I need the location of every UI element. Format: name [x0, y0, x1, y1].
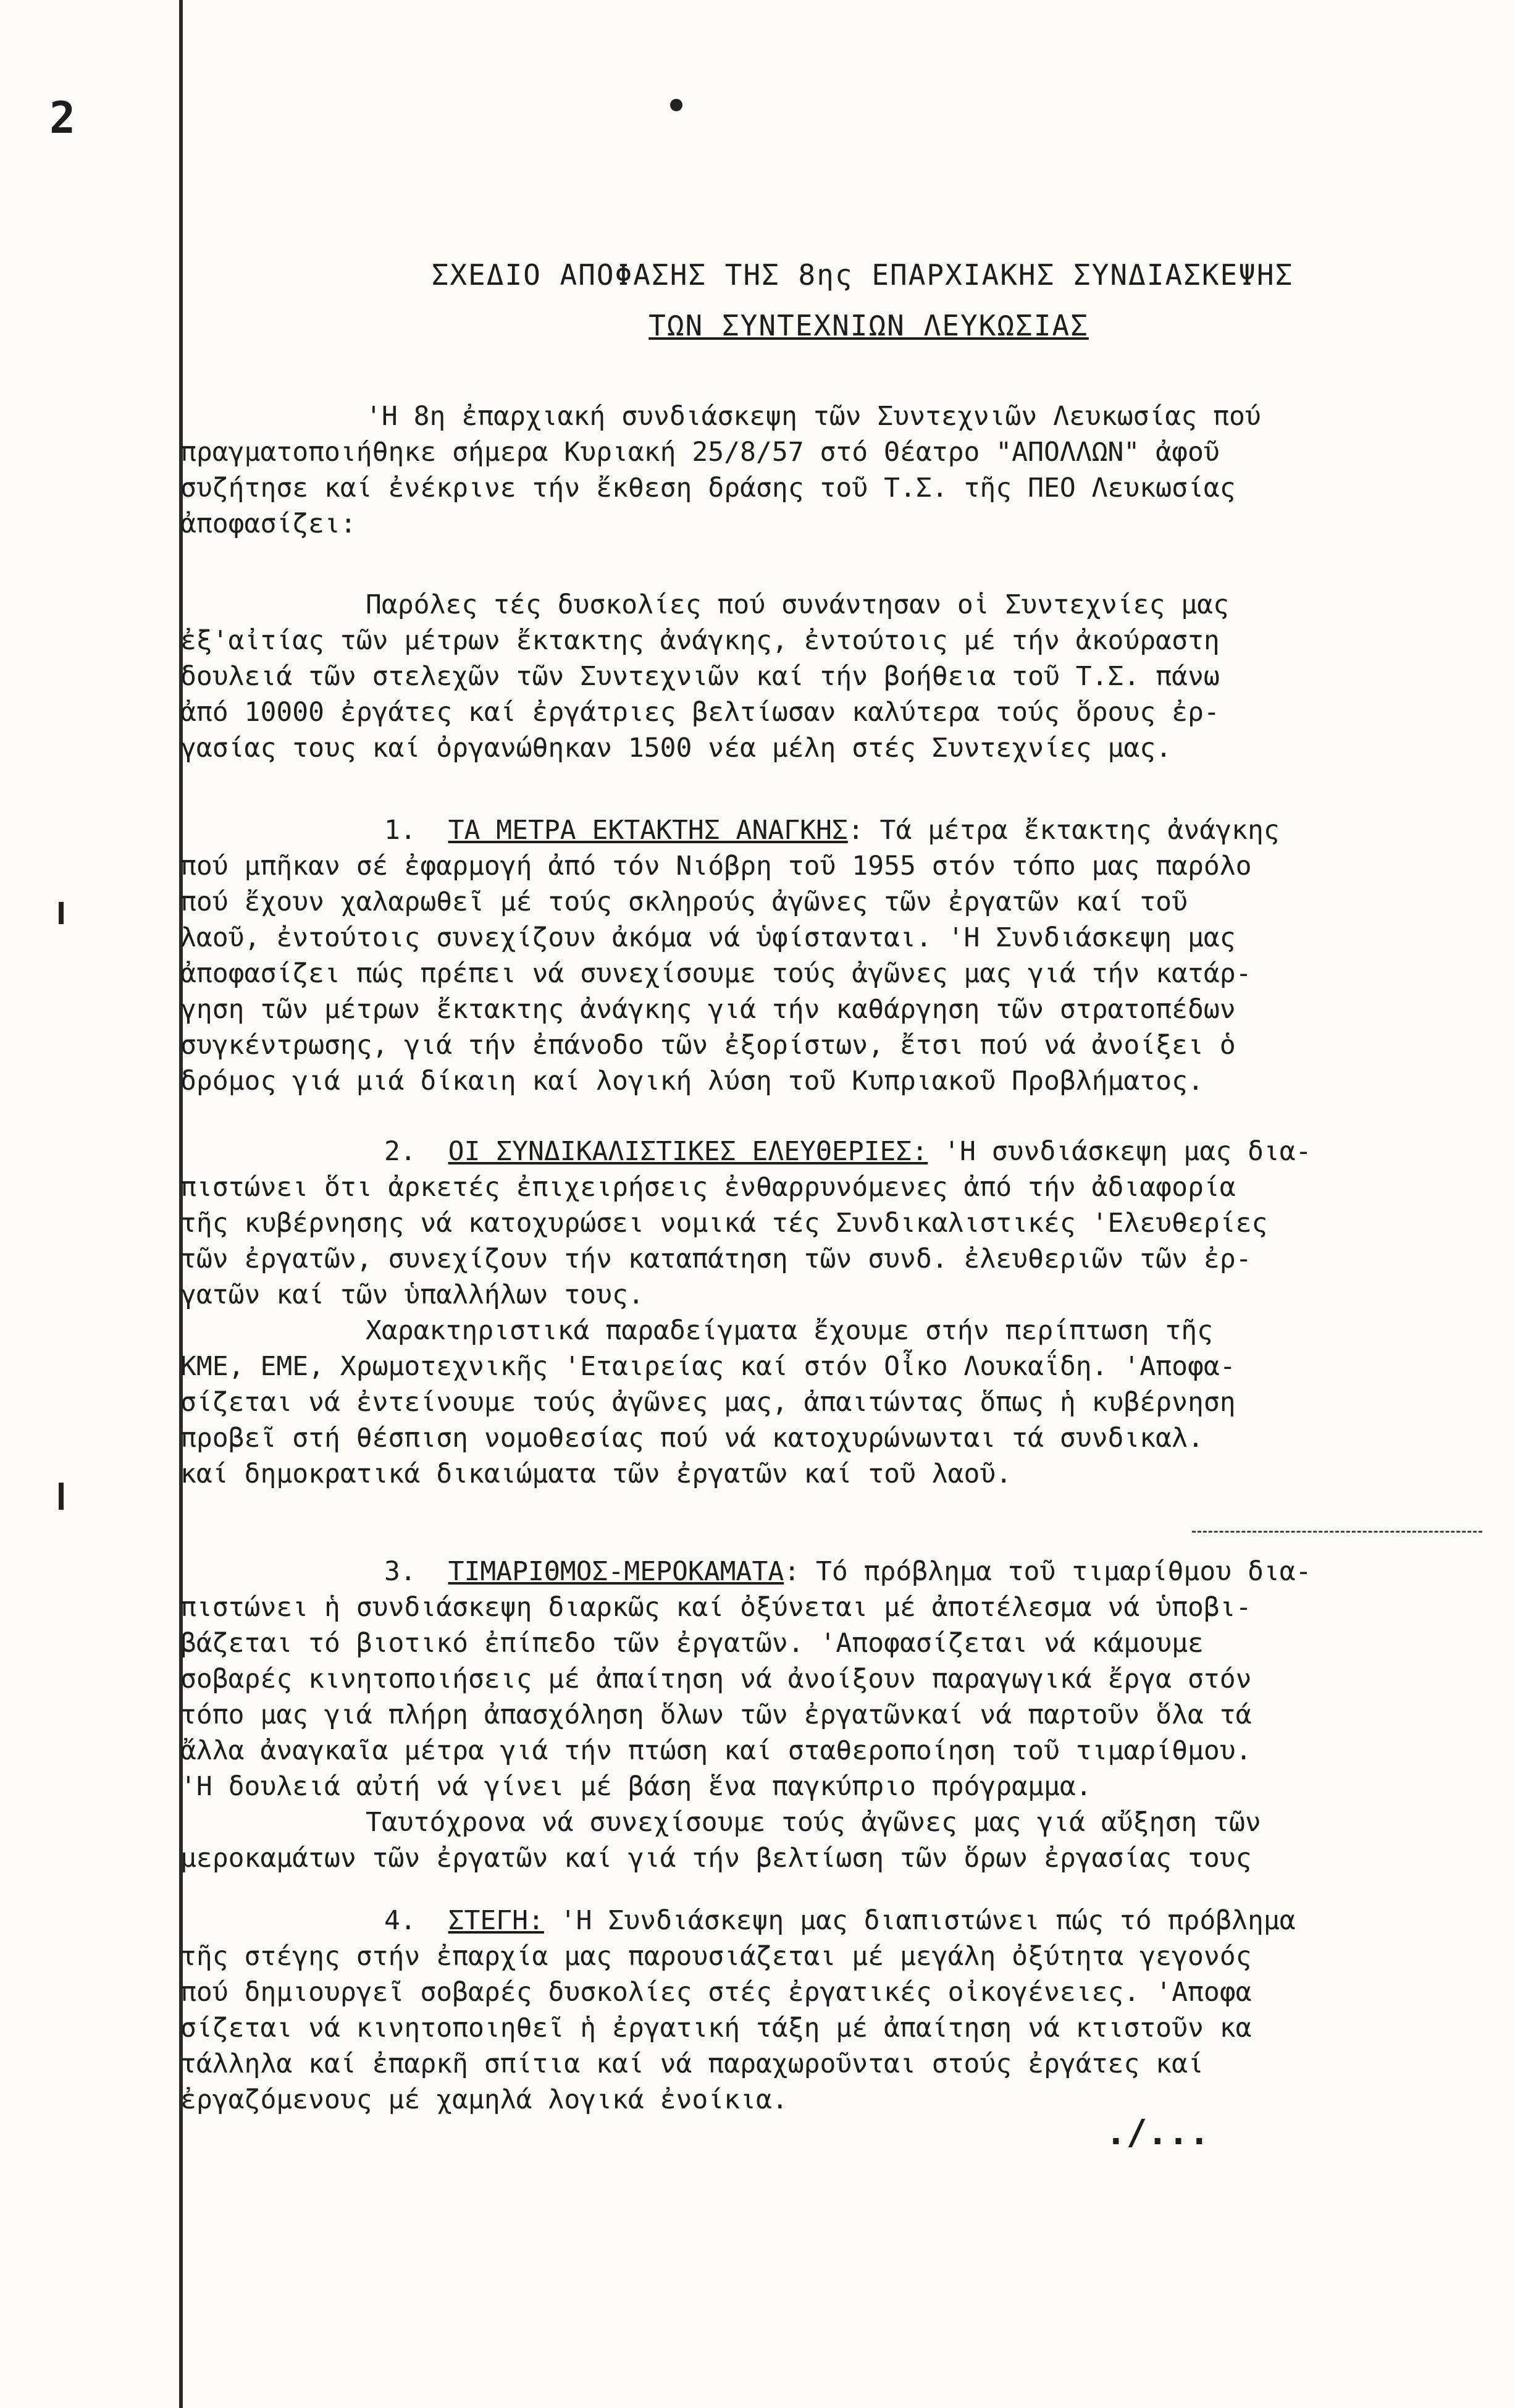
text-line: 'Η 8η ἐπαρχιακή συνδιάσκεψη τῶν Συντεχνιῶν Λευκωσίας πού: [366, 401, 1261, 432]
text-line: τόπο μας γιά πλήρη ἀπασχόληση ὅλων τῶν ἐργατῶνκαί νά παρτοῦν ὅλα τά: [180, 1699, 1252, 1730]
text-line: σίζεται νά ἐντείνουμε τούς ἀγῶνες μας, ἀπαιτώντας ὅπως ἡ κυβέρνηση: [180, 1387, 1236, 1418]
continuation-mark: ./...: [1106, 2113, 1210, 2153]
text-line: πού ἔχουν χαλαρωθεῖ μέ τούς σκληρούς ἀγῶνες τῶν ἐργατῶν καί τοῦ: [180, 886, 1188, 917]
text-line: ἐξ'αἰτίας τῶν μέτρων ἔκτακτης ἀνάγκης, ἐντούτοις μέ τήν ἀκούραστη: [180, 625, 1220, 656]
section-heading: ΤΑ ΜΕΤΡΑ ΕΚΤΑΚΤΗΣ ΑΝΑΓΚΗΣ: [448, 815, 848, 846]
text-line: : Τό πρόβλημα τοῦ τιμαρίθμου δια-: [784, 1556, 1312, 1587]
section-number: 3.: [384, 1556, 416, 1587]
text-line: ἀποφασίζει πώς πρέπει νά συνεχίσουμε τούς ἀγῶνες μας γιά τήν κατάρ-: [180, 958, 1252, 989]
text-line: τάλληλα καί ἐπαρκῆ σπίτια καί νά παραχωροῦνται στούς ἐργάτες καί: [180, 2048, 1204, 2079]
binding-mark: [59, 1483, 64, 1510]
text-line: ἀποφασίζει:: [180, 508, 356, 539]
text-line: δουλειά τῶν στελεχῶν τῶν Συντεχνιῶν καί τήν βοήθεια τοῦ Τ.Σ. πάνω: [180, 661, 1220, 692]
section-3: [180, 1554, 1484, 1876]
text-line: πιστώνει ἡ συνδιάσκεψη διαρκῶς καί ὀξύνεται μέ ἀποτέλεσμα νά ὑποβι-: [180, 1592, 1252, 1623]
text-line: ἀπό 10000 ἐργάτες καί ἐργάτριες βελτίωσαν καλύτερα τούς ὅρους ἐρ-: [180, 697, 1220, 728]
text-line: γηση τῶν μέτρων ἔκτακτης ἀνάγκης γιά τήν καθάργηση τῶν στρατοπέδων: [180, 994, 1236, 1025]
page-number: 2: [49, 93, 76, 143]
text-line: Χαρακτηριστικά παραδείγματα ἔχουμε στήν περίπτωση τῆς: [366, 1315, 1214, 1346]
intro-paragraph: [180, 398, 1484, 542]
section-number: 2.: [384, 1136, 416, 1167]
text-line: πραγματοποιήθηκε σήμερα Κυριακή 25/8/57 στό Θέατρο "ΑΠΟΛΛΩΝ" ἀφοῦ: [180, 437, 1220, 468]
section-4: [180, 1903, 1484, 2118]
text-line: : Τά μέτρα ἔκτακτης ἀνάγκης: [847, 815, 1280, 846]
title-line-1: ΣΧΕΔΙΟ ΑΠΟΦΑΣΗΣ ΤΗΣ 8ης ΕΠΑΡΧΙΑΚΗΣ ΣΥΝΔΙΑΣΚΕΨΗΣ: [431, 258, 1294, 292]
section-heading: ΣΤΕΓΗ:: [448, 1905, 544, 1936]
dashed-separator: [1192, 1531, 1482, 1533]
text-line: ἐργαζόμενους μέ χαμηλά λογικά ἐνοίκια.: [180, 2084, 788, 2115]
preamble-paragraph: [180, 587, 1484, 766]
binding-mark: [59, 902, 64, 924]
text-line: μεροκαμάτων τῶν ἐργατῶν καί γιά τήν βελτίωση τῶν ὅρων ἐργασίας τους: [180, 1843, 1252, 1874]
text-line: λαοῦ, ἐντούτοις συνεχίζουν ἀκόμα νά ὑφίστανται. 'Η Συνδιάσκεψη μας: [180, 922, 1236, 953]
punch-dot: [670, 99, 682, 111]
text-line: ΚΜΕ, ΕΜΕ, Χρωμοτεχνικῆς 'Εταιρείας καί στόν Οἶκο Λουκαΐδη. 'Αποφα-: [180, 1351, 1236, 1382]
section-heading: ΤΙΜΑΡΙΘΜΟΣ-ΜΕΡΟΚΑΜΑΤΑ: [448, 1556, 784, 1587]
text-line: γατῶν καί τῶν ὑπαλλήλων τους.: [180, 1279, 644, 1310]
text-line: προβεῖ στή θέσπιση νομοθεσίας πού νά κατοχυρώνωνται τά συνδικαλ.: [180, 1423, 1204, 1454]
title-line-2: ΤΩΝ ΣΥΝΤΕΧΝΙΩΝ ΛΕΥΚΩΣΙΑΣ: [648, 309, 1089, 342]
text-line: τῆς στέγης στήν ἐπαρχία μας παρουσιάζεται μέ μεγάλη ὀξύτητα γεγονός: [180, 1941, 1252, 1972]
text-line: πού δημιουργεῖ σοβαρές δυσκολίες στές ἐργατικές οἰκογένειες. 'Αποφα: [180, 1977, 1252, 2008]
section-number: 4.: [384, 1905, 416, 1936]
text-line: πού μπῆκαν σέ ἐφαρμογή ἀπό τόν Νιόβρη τοῦ 1955 στόν τόπο μας παρόλο: [180, 851, 1252, 882]
text-line: τῆς κυβέρνησης νά κατοχυρώσει νομικά τές Συνδικαλιστικές 'Ελευθερίες: [180, 1208, 1268, 1239]
text-line: 'Η συνδιάσκεψη μας δια-: [928, 1136, 1312, 1167]
text-line: συζήτησε καί ἐνέκρινε τήν ἔκθεση δράσης τοῦ Τ.Σ. τῆς ΠΕΟ Λευκωσίας: [180, 473, 1236, 503]
section-2: [180, 1134, 1484, 1492]
text-line: σοβαρές κινητοποιήσεις μέ ἀπαίτηση νά ἀνοίξουν παραγωγικά ἔργα στόν: [180, 1664, 1252, 1694]
text-line: ἄλλα ἀναγκαῖα μέτρα γιά τήν πτώση καί σταθεροποίηση τοῦ τιμαρίθμου.: [180, 1735, 1252, 1766]
text-line: 'Η Συνδιάσκεψη μας διαπιστώνει πώς τό πρόβλημα: [543, 1905, 1296, 1936]
text-line: πιστώνει ὅτι ἀρκετές ἐπιχειρήσεις ἐνθαρρυνόμενες ἀπό τήν ἀδιαφορία: [180, 1172, 1236, 1203]
text-line: 'Η δουλειά αὐτή νά γίνει μέ βάση ἕνα παγκύπριο πρόγραμμα.: [180, 1771, 1092, 1802]
text-line: συγκέντρωσης, γιά τήν ἐπάνοδο τῶν ἐξορίστων, ἔτσι πού νά ἀνοίξει ὁ: [180, 1030, 1236, 1061]
section-number: 1.: [384, 815, 416, 846]
section-1: [180, 812, 1484, 1099]
text-line: γασίας τους καί ὀργανώθηκαν 1500 νέα μέλη στές Συντεχνίες μας.: [180, 733, 1172, 764]
text-line: Παρόλες τές δυσκολίες πού συνάντησαν οἱ Συντεχνίες μας: [366, 589, 1229, 620]
text-line: Ταυτόχρονα νά συνεχίσουμε τούς ἀγῶνες μας γιά αὔξηση τῶν: [366, 1807, 1261, 1838]
text-line: σίζεται νά κινητοποιηθεῖ ἡ ἐργατική τάξη μέ ἀπαίτηση νά κτιστοῦν κα: [180, 2013, 1252, 2044]
text-line: τῶν ἐργατῶν, συνεχίζουν τήν καταπάτηση τῶν συνδ. ἐλευθεριῶν τῶν ἐρ-: [180, 1244, 1252, 1274]
text-line: καί δημοκρατικά δικαιώματα τῶν ἐργατῶν καί τοῦ λαοῦ.: [180, 1459, 1012, 1489]
section-heading: ΟΙ ΣΥΝΔΙΚΑΛΙΣΤΙΚΕΣ ΕΛΕΥΘΕΡΙΕΣ:: [448, 1136, 928, 1167]
text-line: δρόμος γιά μιά δίκαιη καί λογική λύση τοῦ Κυπριακοῦ Προβλήματος.: [180, 1066, 1204, 1097]
text-line: βάζεται τό βιοτικό ἐπίπεδο τῶν ἐργατῶν. 'Αποφασίζεται νά κάμουμε: [180, 1628, 1204, 1659]
